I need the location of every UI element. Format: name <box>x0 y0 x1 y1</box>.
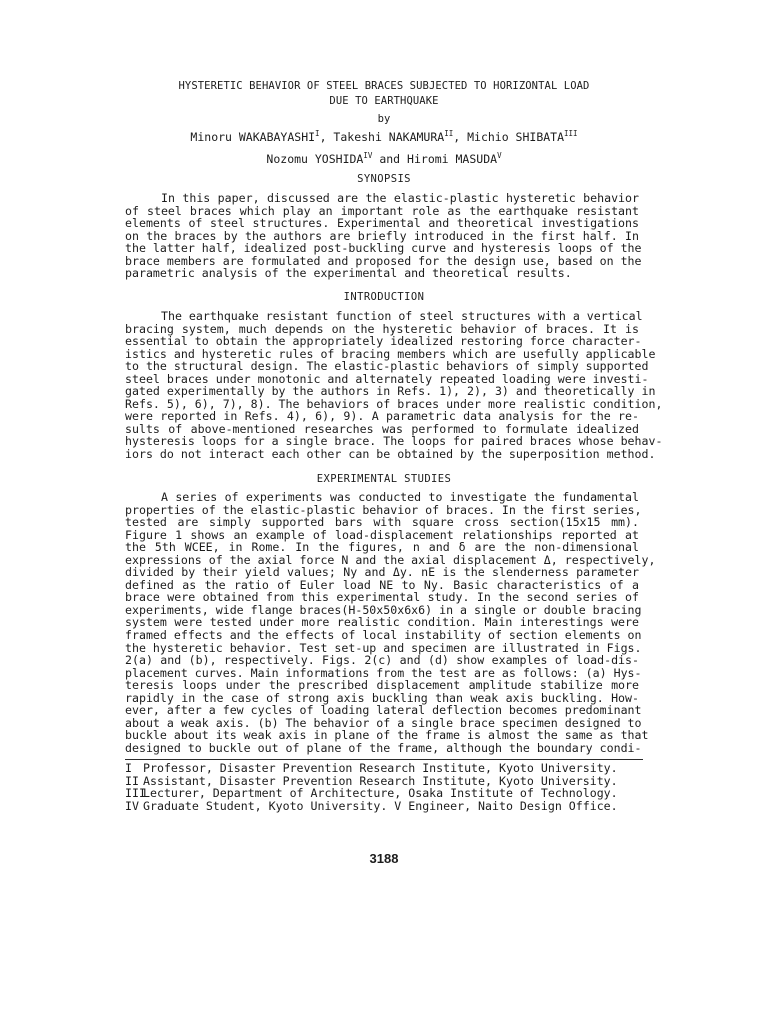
experimental-line: teresis loops under the prescribed displacement amplitude stabilize more <box>125 678 639 693</box>
synopsis-line: parametric analysis of the experimental and theoretical results. <box>125 266 572 281</box>
footnote-text: Lecturer, Department of Architecture, Osaka Institute of Technology. <box>143 786 618 800</box>
experimental-line: the 5th WCEE, in Rome. In the figures, n and δ are the non-dimensional <box>125 540 639 555</box>
synopsis-line: brace members are formulated and proposed for the design use, based on the <box>125 253 642 268</box>
experimental-line: properties of the elastic-plastic behavior of braces. In the first series, <box>125 502 642 517</box>
experimental-line: designed to buckle out of plane of the frame, although the boundary condi- <box>125 740 642 755</box>
author-1: Minoru WAKABAYASHI <box>190 129 316 144</box>
author-2: Takeshi NAKAMURA <box>333 129 445 144</box>
experimental-line: buckle about its weak axis in plane of the frame is almost the same as that <box>125 728 649 743</box>
experimental-line: the hysteretic behavior. Test set-up and specimen are illustrated in Figs. <box>125 640 642 655</box>
experimental-line: system were tested under more realistic condition. Main interestings were <box>125 615 639 630</box>
introduction-line: to the structural design. The elastic-plastic behaviors of simply supported <box>125 359 649 374</box>
experimental-line: expressions of the axial force N and the axial displacement Δ, respectively, <box>125 552 656 567</box>
experimental-line: 2(a) and (b), respectively. Figs. 2(c) and (d) show examples of load-dis- <box>125 653 639 668</box>
paper-title-line-2: DUE TO EARTHQUAKE <box>329 95 439 107</box>
footnote-mark: II <box>125 773 139 788</box>
experimental-line: about a weak axis. (b) The behavior of a single brace specimen designed to <box>125 715 642 730</box>
introduction-line: Refs. 5), 6), 7), 8). The behaviors of braces under more realistic condition, <box>125 396 663 411</box>
authors-line-1: Minoru $WAKABAYASHI^I$, Takeshi $NAKAMURA^{II}$, Michio $SHIBATA^{III}$ <box>190 129 578 144</box>
introduction-heading: INTRODUCTION <box>343 291 425 303</box>
author-5: Hiromi MASUDA <box>407 151 498 166</box>
author-3: Michio SHIBATA <box>467 129 565 144</box>
introduction-line: bracing system, much depends on the hysteretic behavior of braces. It is <box>125 321 639 336</box>
introduction-paragraph <box>125 309 663 462</box>
experimental-line: Figure 1 shows an example of load-displacement relationships reported at <box>125 527 639 542</box>
synopsis-line: on the braces by the authors are briefly introduced in the first half. In <box>125 228 639 243</box>
synopsis-line: In this paper, discussed are the elastic-plastic hysteretic behavior <box>161 191 639 205</box>
footnote-text: Graduate Student, Kyoto University. V Engineer, Naito Design Office. <box>143 798 618 813</box>
footnote-item <box>125 800 645 813</box>
author-5-mark: V <box>497 151 502 160</box>
authors-and: and <box>379 151 401 166</box>
author-1-mark: I <box>315 129 320 138</box>
footnote-mark: IV <box>125 798 139 813</box>
synopsis-line: of steel braces which play an important role as the earthquake resistant <box>125 203 639 218</box>
authors-line-2 <box>0 151 768 166</box>
introduction-line: iors do not interact each other can be obtained by the superposition method. <box>125 447 656 462</box>
experimental-line: A series of experiments was conducted to investigate the fundamental <box>161 490 639 504</box>
introduction-line: The earthquake resistant function of steel structures with a vertical <box>161 309 643 323</box>
synopsis-line: the latter half, idealized post-buckling curve and hysteresis loops of the <box>125 241 642 256</box>
experimental-line: tested are simply supported bars with square cross section(15x15 mm). <box>125 515 639 530</box>
author-2-mark: II <box>444 129 454 138</box>
experimental-line: ever, after a few cycles of loading lateral deflection becomes predominant <box>125 703 642 718</box>
footnote-mark: I <box>125 761 132 775</box>
synopsis-line: elements of steel structures. Experimental and theoretical investigations <box>125 216 639 231</box>
experimental-line: experiments, wide flange braces(H-50x50x6x6) in a single or double bracing <box>125 602 642 617</box>
footnote-rule <box>125 759 643 760</box>
introduction-line: istics and hysteretic rules of bracing members which are usefully applicable <box>125 346 656 361</box>
experimental-heading: EXPERIMENTAL STUDIES <box>316 473 452 485</box>
experimental-line: brace were obtained from this experimental study. In the second series of <box>125 590 639 605</box>
paper-title-line-1: HYSTERETIC BEHAVIOR OF STEEL BRACES SUBJECTED TO HORIZONTAL LOAD <box>178 80 590 92</box>
experimental-line: placement curves. Main informations from the test are as follows: (a) Hys- <box>125 665 642 680</box>
author-4-mark: IV <box>363 151 373 160</box>
experimental-line: framed effects and the effects of local instability of section elements on <box>125 628 642 643</box>
synopsis-paragraph <box>125 191 642 281</box>
introduction-line: were reported in Refs. 4), 6), 9). A parametric data analysis for the re- <box>125 409 639 424</box>
synopsis-heading: SYNOPSIS <box>357 173 411 185</box>
footnotes <box>125 762 645 812</box>
experimental-line: rapidly in the case of strong axis buckling than weak axis buckling. How- <box>125 690 639 705</box>
introduction-line: gated experimentally by the authors in Refs. 1), 2), 3) and theoretically in <box>125 384 656 399</box>
introduction-line: steel braces under monotonic and alternately repeated loading were investi- <box>125 371 649 386</box>
introduction-line: hysteresis loops for a single brace. The loops for paired braces whose behav- <box>125 434 663 449</box>
introduction-line: sults of above-mentioned researches was performed to formulate idealized <box>125 421 639 436</box>
experimental-paragraph <box>125 490 656 755</box>
footnote-mark: III <box>125 786 146 800</box>
author-3-mark: III <box>564 129 578 138</box>
footnote-text: Professor, Disaster Prevention Research Institute, Kyoto University. <box>143 761 618 775</box>
page-number: 3188 <box>369 851 399 866</box>
experimental-line: defined as the ratio of Euler load NE to Ny. Basic characteristics of a <box>125 577 639 592</box>
experimental-line: divided by their yield values; Ny and Δy. nE is the slenderness parameter <box>125 565 639 580</box>
footnote-text: Assistant, Disaster Prevention Research Institute, Kyoto University. <box>143 773 618 788</box>
by-label: by <box>377 113 391 125</box>
introduction-line: essential to obtain the appropriately idealized restoring force character- <box>125 334 642 349</box>
author-4: Nozomu YOSHIDA <box>266 151 364 166</box>
